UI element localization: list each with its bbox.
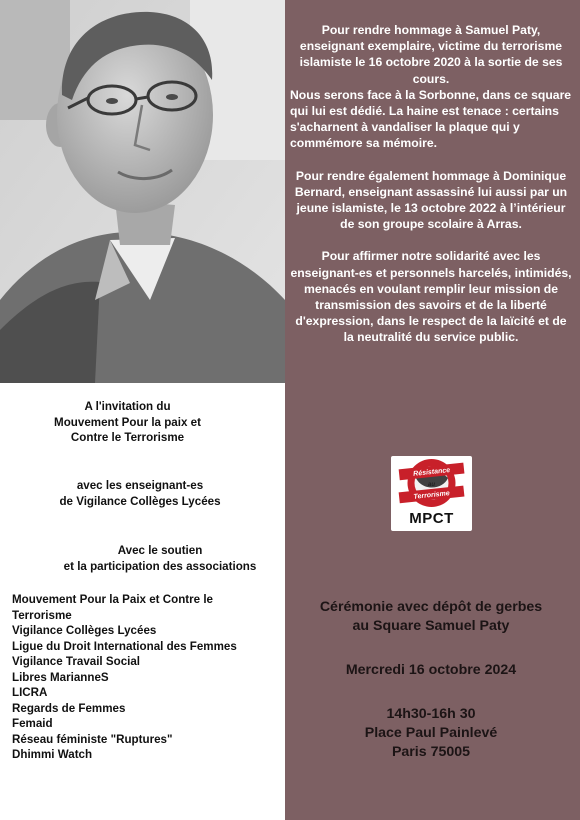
- mpct-logo: [391, 456, 472, 531]
- association-item: Réseau féministe "Ruptures": [12, 732, 173, 746]
- support-block: [20, 543, 300, 574]
- event-city: Paris 75005: [391, 744, 471, 760]
- associations-list: [12, 592, 282, 763]
- logo-label: MPCT: [409, 510, 454, 527]
- association-item: Ligue du Droit International des Femmes: [12, 639, 237, 653]
- event-date: Mercredi 16 octobre 2024: [345, 662, 517, 678]
- portrait-illustration: [0, 0, 285, 383]
- invitation-line2: Mouvement Pour la paix et: [54, 415, 201, 429]
- intro-text: [290, 22, 572, 346]
- event-title: [290, 598, 572, 636]
- resistance-terrorisme-emblem: [391, 456, 472, 511]
- invitation-line3: Contre le Terrorisme: [70, 431, 185, 444]
- support-line2: et la participation des associations: [63, 559, 257, 573]
- association-item: Femaid: [12, 717, 53, 730]
- logo-banner-top: Résistance: [412, 467, 451, 478]
- invitation-line1: A l'invitation du: [84, 400, 171, 413]
- event-time: 14h30-16h 30: [386, 706, 476, 722]
- association-item: Regards de Femmes: [12, 701, 126, 715]
- intro-paragraph-sorbonne: Nous serons face à la Sorbonne, dans ce square qui lui est dédié. La haine est tenace : certains s'acharnent à vandaliser la plaque qui y commémore sa mémoire.: [290, 87, 572, 151]
- logo-banner-mid: au: [427, 482, 436, 488]
- logo-banner-bottom: Terrorisme: [413, 490, 451, 501]
- intro-paragraph-paty: Pour rendre hommage à Samuel Paty, enseignant exemplaire, victime du terrorisme islamiste le 16 octobre 2020 à la sortie de ses cours.: [299, 23, 563, 86]
- association-item: Vigilance Travail Social: [12, 655, 141, 668]
- event-title-line2: au Square Samuel Paty: [352, 618, 510, 634]
- teachers-block: [20, 478, 260, 509]
- event-location: [290, 705, 572, 762]
- teachers-line2: de Vigilance Collèges Lycées: [59, 494, 221, 508]
- association-item: Terrorisme: [12, 608, 72, 622]
- invitation-block: [20, 399, 235, 446]
- intro-paragraph-bernard: Pour rendre également hommage à Dominique Bernard, enseignant assassiné lui aussi par un jeune islamiste, le 13 octobre 2022 à l’intérieur de son groupe scolaire à Arras.: [294, 168, 568, 232]
- association-item: Libres MarianneS: [12, 670, 109, 684]
- event-place: Place Paul Painlevé: [364, 725, 498, 741]
- event-title-line1: Cérémonie avec dépôt de gerbes: [319, 599, 543, 615]
- association-item: Mouvement Pour la Paix et Contre le: [12, 593, 214, 606]
- association-item: Dhimmi Watch: [12, 748, 93, 761]
- intro-paragraph-solidarity: Pour affirmer notre solidarité avec les enseignant-es et personnels harcelés, intimidés, menacés en voulant remplir leur mission de transmission des savoirs et de la liberté d'expression, dans le respect de la laïcité et de la neutralité du service public.: [290, 249, 572, 345]
- association-item: LICRA: [12, 686, 48, 699]
- portrait-photo: [0, 0, 285, 383]
- association-item: Vigilance Collèges Lycées: [12, 624, 157, 637]
- support-line1: Avec le soutien: [117, 544, 203, 557]
- teachers-line1: avec les enseignant-es: [76, 479, 204, 492]
